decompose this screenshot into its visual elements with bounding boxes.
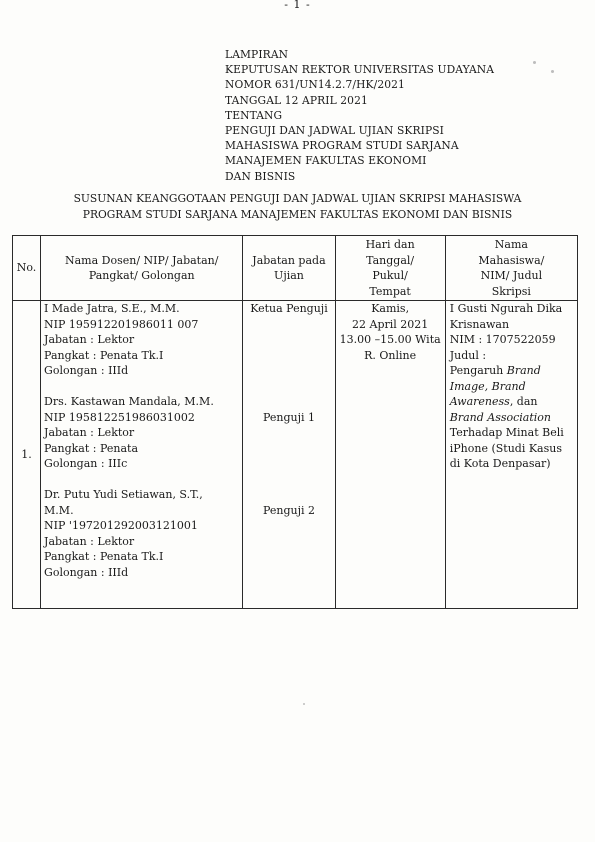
examiner-nip: NIP 195912201986011 007 xyxy=(44,317,199,331)
examiner-schedule-table xyxy=(12,235,578,609)
examiner-penguji-1 xyxy=(44,394,239,472)
thesis-title-line: Brand Association xyxy=(449,410,551,424)
table-header-row xyxy=(13,236,578,301)
student-name: I Gusti Ngurah Dika xyxy=(449,302,563,315)
examiner-golongan: Golongan : IIId xyxy=(44,565,129,579)
header-mahasiswa-line: Mahasiswa/ xyxy=(478,253,545,267)
examiner-golongan: Golongan : IIId xyxy=(44,364,129,377)
examiner-jabatan: Jabatan : Lektor xyxy=(44,333,135,346)
role-ketua: Ketua Penguji xyxy=(250,302,328,315)
examiner-roles xyxy=(243,301,335,609)
lampiran-line: DAN BISNIS xyxy=(225,169,296,183)
thesis-title-line: iPhone (Studi Kasus xyxy=(449,441,562,455)
lampiran-line: TANGGAL 12 APRIL 2021 xyxy=(225,93,368,107)
header-mahasiswa-line: Nama xyxy=(494,238,528,251)
header-nama xyxy=(41,236,243,301)
title-line-2: PROGRAM STUDI SARJANA MANAJEMEN FAKULTAS EKONOMI DAN BISNIS xyxy=(82,207,513,221)
examiner-jabatan: Jabatan : Lektor xyxy=(44,534,135,548)
header-no-label: No. xyxy=(16,261,37,275)
header-jabatan-line: Ujian xyxy=(274,269,304,282)
thesis-title-line: Terhadap Minat Beli xyxy=(449,426,564,439)
student-name: Krisnawan xyxy=(449,317,510,331)
examiner-pangkat: Pangkat : Penata xyxy=(44,441,139,455)
scan-speck xyxy=(303,703,305,705)
lampiran-line: NOMOR 631/UN14.2.7/HK/2021 xyxy=(225,78,405,92)
header-mahasiswa-line: Skripsi xyxy=(491,284,531,298)
schedule-day: Kamis, xyxy=(371,302,410,315)
table-row xyxy=(13,301,578,609)
examiner-list xyxy=(41,301,243,609)
lampiran-line: PENGUJI DAN JADWAL UJIAN SKRIPSI xyxy=(225,124,444,138)
header-hari-line: Pukul/ xyxy=(372,269,408,282)
scan-speck xyxy=(533,61,536,64)
header-mahasiswa-line: NIM/ Judul xyxy=(480,269,543,282)
schedule-place: R. Online xyxy=(364,348,417,362)
header-jabatan xyxy=(243,236,335,301)
thesis-title-line: Pengaruh Brand xyxy=(449,364,541,377)
header-hari-line: Tempat xyxy=(369,284,411,298)
student-info xyxy=(445,301,577,609)
thesis-title-line: Awareness, dan xyxy=(449,395,538,408)
examiner-nip: NIP 195812251986031002 xyxy=(44,410,195,424)
schedule-time: 13.00 –15.00 Wita xyxy=(339,333,441,346)
page-number: - 1 - xyxy=(284,0,311,11)
examiner-nip: NIP '197201292003121001 xyxy=(44,519,198,532)
examiner-ketua xyxy=(44,301,239,379)
thesis-label: Judul : xyxy=(449,348,487,362)
header-mahasiswa xyxy=(445,236,577,301)
examiner-pangkat: Pangkat : Penata Tk.I xyxy=(44,348,164,362)
examiner-name: Drs. Kastawan Mandala, M.M. xyxy=(44,395,214,408)
examiner-pangkat: Pangkat : Penata Tk.I xyxy=(44,550,164,563)
title-line-1: SUSUNAN KEANGGOTAAN PENGUJI DAN JADWAL UJIAN SKRIPSI MAHASISWA xyxy=(73,192,522,205)
examiner-penguji-2 xyxy=(44,487,239,580)
thesis-title-line: di Kota Denpasar) xyxy=(449,457,551,470)
thesis-title-line: Image, Brand xyxy=(449,379,526,393)
header-hari-line: Tanggal/ xyxy=(366,253,415,267)
header-hari xyxy=(335,236,445,301)
header-nama-line: Pangkat/ Golongan xyxy=(88,269,195,282)
document-title xyxy=(0,191,595,222)
row-number-label: 1. xyxy=(21,447,32,461)
examiner-name: I Made Jatra, S.E., M.M. xyxy=(44,302,180,315)
lampiran-line: KEPUTUSAN REKTOR UNIVERSITAS UDAYANA xyxy=(225,63,495,77)
exam-schedule xyxy=(335,301,445,609)
schedule-date: 22 April 2021 xyxy=(352,317,429,331)
examiner-name-suffix: M.M. xyxy=(44,503,74,517)
role-penguji-2: Penguji 2 xyxy=(262,503,315,517)
header-nama-line: Nama Dosen/ NIP/ Jabatan/ xyxy=(64,253,219,267)
header-jabatan-line: Jabatan pada xyxy=(252,253,326,267)
lampiran-line: MANAJEMEN FAKULTAS EKONOMI xyxy=(225,154,427,168)
examiner-name: Dr. Putu Yudi Setiawan, S.T., xyxy=(44,488,203,501)
scan-speck xyxy=(551,70,554,73)
lampiran-line: LAMPIRAN xyxy=(225,48,289,61)
lampiran-line: TENTANG xyxy=(225,108,283,122)
role-penguji-1: Penguji 1 xyxy=(262,410,315,424)
row-number xyxy=(13,301,41,609)
examiner-jabatan: Jabatan : Lektor xyxy=(44,426,135,439)
header-no xyxy=(13,236,41,301)
header-hari-line: Hari dan xyxy=(365,238,415,251)
student-nim: NIM : 1707522059 xyxy=(449,333,556,346)
examiner-golongan: Golongan : IIIc xyxy=(44,457,128,470)
lampiran-header xyxy=(225,47,494,184)
lampiran-line: MAHASISWA PROGRAM STUDI SARJANA xyxy=(225,139,459,153)
